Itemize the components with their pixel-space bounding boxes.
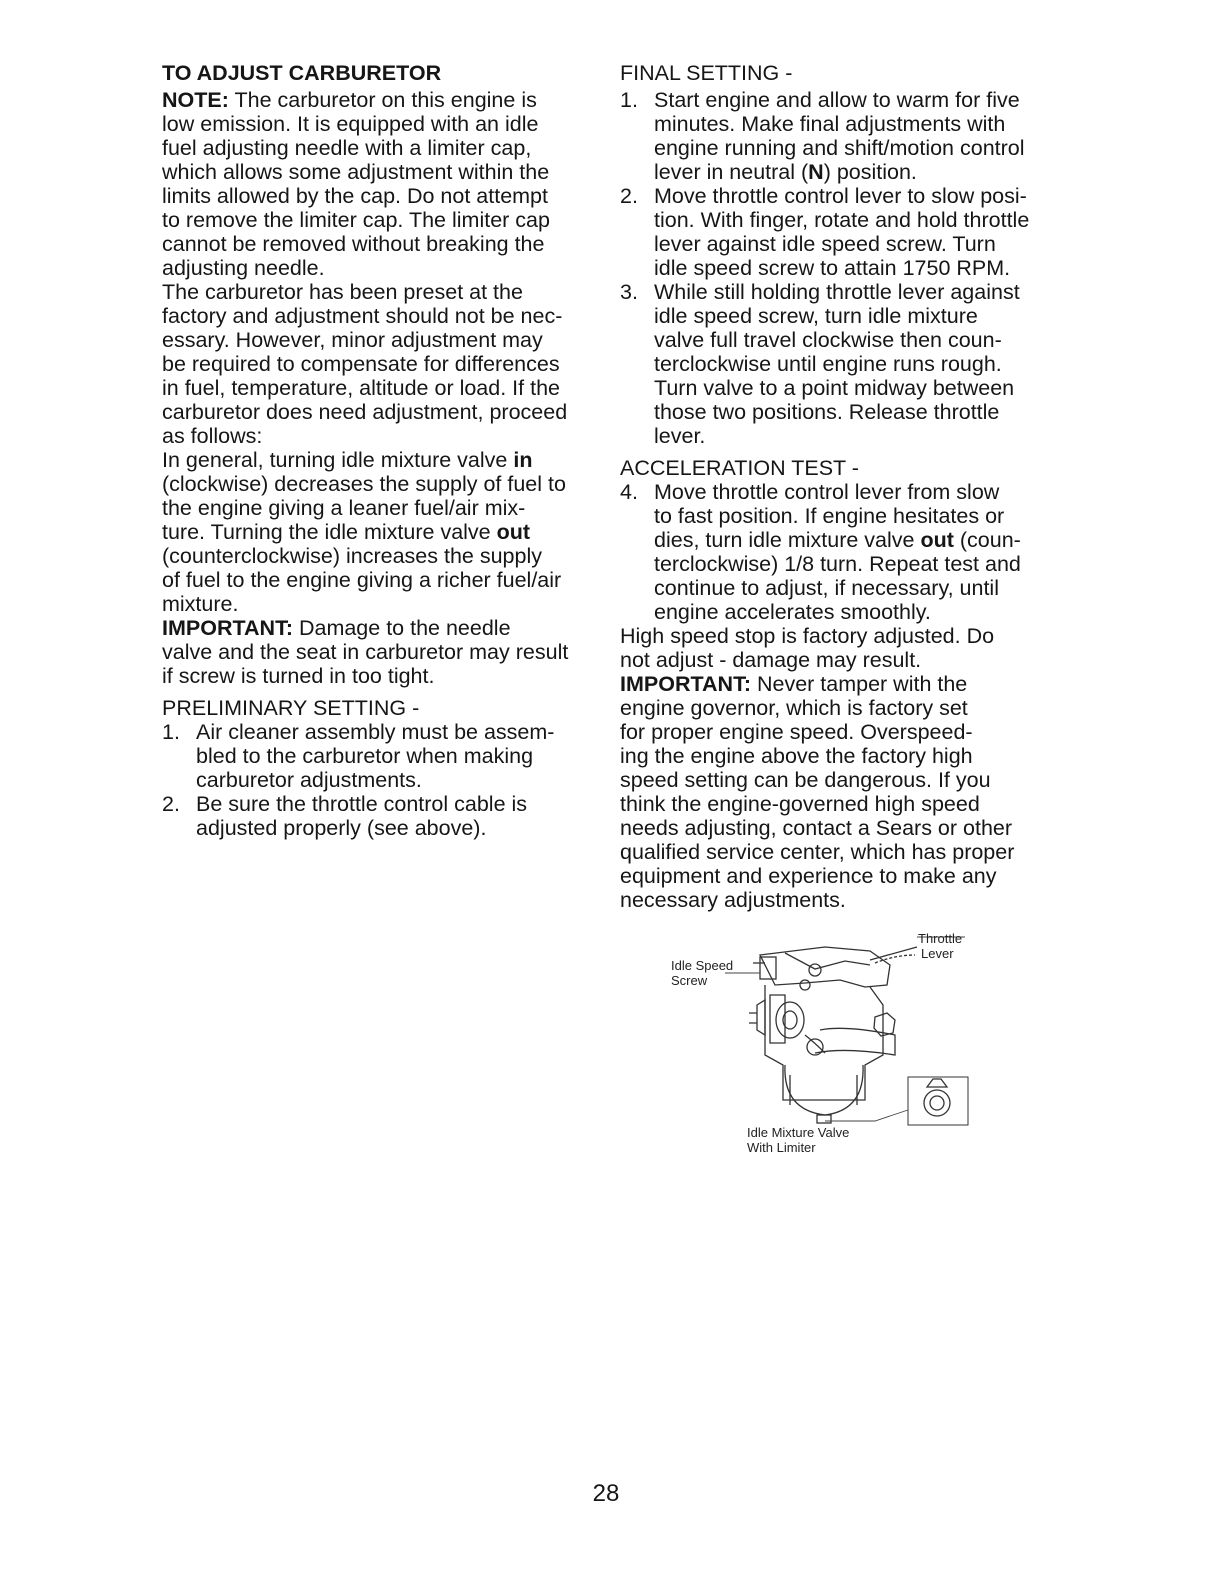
note-label: NOTE: xyxy=(162,88,229,112)
list-item xyxy=(620,280,1060,448)
step4-out-bold: out xyxy=(920,528,954,552)
step1-text-a: Start engine and allow to warm for five minutes. Make final adjustments with engine running and shift/motion control lever in neutral ( xyxy=(654,88,1025,184)
general-text-3: (counterclockwise) increases the supply of fuel to the engine giving a richer fuel/air mixture. xyxy=(162,544,562,616)
preset-paragraph: The carburetor has been preset at the factory and adjustment should not be nec- essary. However, minor adjustment may be required to compensate for differences in fuel, temperature, altitude or load. If the carburetor does need adjustment, proceed as follows: xyxy=(162,280,568,448)
step-text: Air cleaner assembly must be assem- bled to the carburetor when making carburetor adjustments. xyxy=(196,720,555,792)
general-text-1: In general, turning idle mixture valve xyxy=(162,448,514,472)
step1-text-b: ) position. xyxy=(823,160,917,184)
note-paragraph xyxy=(162,88,602,280)
list-item xyxy=(162,792,602,840)
general-paragraph xyxy=(162,448,602,616)
list-item xyxy=(620,184,1060,280)
throttle-label-1: Throttle xyxy=(918,931,963,946)
list-item xyxy=(620,88,1060,184)
mixture-label-2: With Limiter xyxy=(747,1140,816,1155)
right-column xyxy=(620,58,1060,912)
idle-speed-label-2: Screw xyxy=(671,973,708,988)
preliminary-steps xyxy=(162,720,602,840)
step4-text-b: (coun- terclockwise) 1/8 turn. Repeat test and continue to adjust, if necessary, until engine accelerates smoothly. xyxy=(654,528,1021,624)
general-in-bold: in xyxy=(513,448,533,472)
acceleration-steps xyxy=(620,480,1060,624)
step-number: 4. xyxy=(620,480,638,504)
step-number: 2. xyxy=(620,184,638,208)
important-text: Damage to the needle valve and the seat in carburetor may result if screw is turned in too tight. xyxy=(162,616,569,688)
step-number: 2. xyxy=(162,792,180,816)
important-label: IMPORTANT: xyxy=(620,672,751,696)
general-out-bold: out xyxy=(496,520,531,544)
note-text: The carburetor on this engine is low emission. It is equipped with an idle fuel adjusting needle with a limiter cap, which allows some adjustment within the limits allowed by the cap. Do not attempt to remove the limiter cap. The limiter cap cannot be removed without breaking the adjusting needle. xyxy=(162,88,550,280)
important-text: Never tamper with the engine governor, which is factory set for proper engine speed. Overspeed- ing the engine above the factory high speed setting can be dangerous. If you think the engine-governed high speed needs adjusting, contact a Sears or other qualified service center, which has proper equipment and experience to make any necessary adjustments. xyxy=(620,672,1015,912)
mixture-label-1: Idle Mixture Valve xyxy=(747,1125,850,1140)
final-steps xyxy=(620,88,1060,448)
preliminary-title: PRELIMINARY SETTING - xyxy=(162,696,420,720)
step-text: Move throttle control lever to slow posi- tion. With finger, rotate and hold throttle lever against idle speed screw. Turn idle speed screw to attain 1750 RPM. xyxy=(654,184,1030,280)
step-text: Be sure the throttle control cable is adjusted properly (see above). xyxy=(196,792,528,840)
acceleration-test-title: ACCELERATION TEST - xyxy=(620,456,859,480)
important-label: IMPORTANT: xyxy=(162,616,293,640)
important-paragraph xyxy=(162,616,602,688)
step1-neutral-bold: N xyxy=(808,160,824,184)
list-item xyxy=(620,480,1060,624)
step-number: 1. xyxy=(620,88,638,112)
list-item xyxy=(162,720,602,792)
page-number: 28 xyxy=(592,1480,620,1507)
section-heading: TO ADJUST CARBURETOR xyxy=(162,61,442,85)
carburetor-diagram xyxy=(665,925,985,1165)
left-column xyxy=(162,58,602,840)
step-text xyxy=(654,88,1060,184)
high-speed-paragraph: High speed stop is factory adjusted. Do not adjust - damage may result. xyxy=(620,624,995,672)
step-text: While still holding throttle lever against idle speed screw, turn idle mixture valve full travel clockwise then coun- terclockwise until engine runs rough. Turn valve to a point midway between those two positions. Release throttle lever. xyxy=(654,280,1020,448)
idle-speed-label-1: Idle Speed xyxy=(671,958,734,973)
carburetor-illustration xyxy=(665,925,985,1165)
general-text-2: (clockwise) decreases the supply of fuel to the engine giving a leaner fuel/air mix- ture. Turning the idle mixture valve xyxy=(162,472,566,544)
step-number: 3. xyxy=(620,280,638,304)
final-setting-title: FINAL SETTING - xyxy=(620,61,793,85)
step-text xyxy=(654,480,1060,624)
important-governor-paragraph xyxy=(620,672,1060,912)
step4-text-a: Move throttle control lever from slow to fast position. If engine hesitates or dies, turn idle mixture valve xyxy=(654,480,1005,552)
step-number: 1. xyxy=(162,720,180,744)
throttle-label-2: Lever xyxy=(921,946,954,961)
